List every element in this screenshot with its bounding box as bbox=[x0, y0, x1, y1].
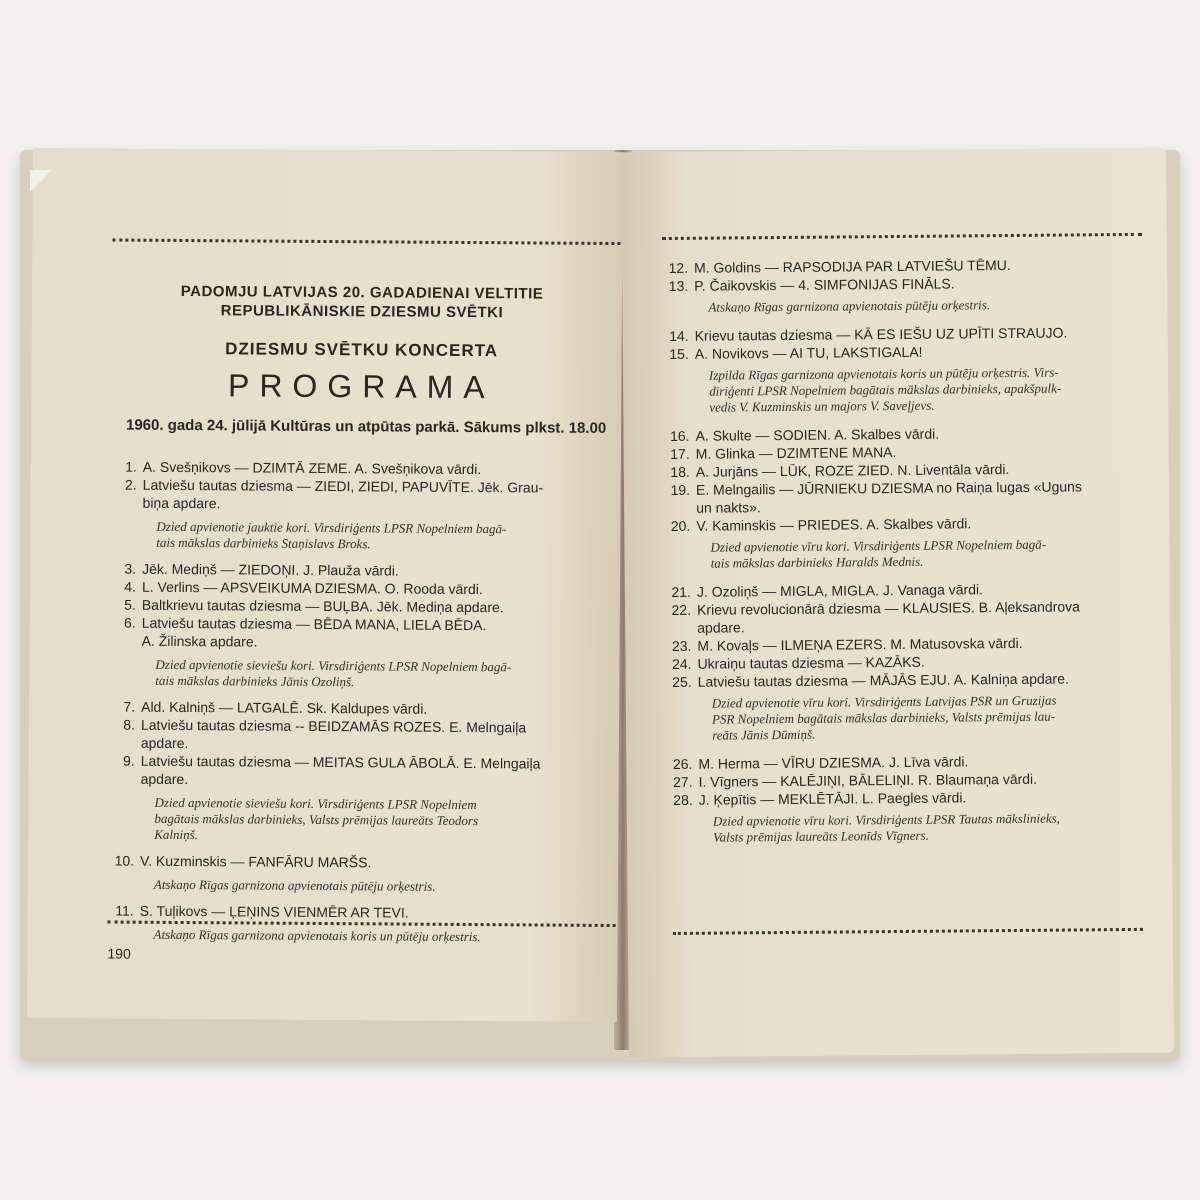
item-number: 22. bbox=[671, 601, 692, 618]
program-item bbox=[106, 560, 399, 578]
item-text: J. Ķepītis — MEKLĒTĀJI. L. Paegles vārdi. bbox=[698, 789, 967, 808]
item-number: 25. bbox=[672, 673, 692, 690]
item-text: Latviešu tautas dziesma — ZIEDI, ZIEDI, PAPUVĪTE. Jēk. Grau- bbox=[142, 476, 544, 496]
program-item bbox=[107, 458, 482, 477]
item-number: 10. bbox=[114, 852, 135, 869]
program-item bbox=[661, 598, 1080, 618]
performer-note-line: Dzied apvienotie vīru kori. Virsdiriģents LPSR Nopelniem bagā- bbox=[710, 536, 1047, 555]
performer-note-line: Dzied apvienotie vīru kori. Virsdiriģents Latvijas PSR un Gruzijas bbox=[711, 692, 1057, 711]
item-number: 12. bbox=[668, 259, 689, 276]
item-number: 20. bbox=[670, 517, 691, 534]
heading-line-2: REPUBLIKĀNISKIE DZIESMU SVĒTKI bbox=[220, 302, 504, 322]
program-item bbox=[660, 515, 971, 534]
performer-note-line: Dzied apvienotie sieviešu kori. Virsdiriģents LPSR Nopelniem bagā- bbox=[155, 656, 512, 675]
item-number: 26. bbox=[672, 755, 693, 772]
program-item bbox=[104, 902, 409, 920]
item-number: 6. bbox=[123, 614, 136, 631]
item-text: P. Čaikovskis — 4. SIMFONIJAS FINĀLS. bbox=[694, 275, 955, 294]
program-item bbox=[106, 578, 483, 597]
item-text: A. Jurjāns — LŪK, ROZE ZIED. N. Liventāla vārdi. bbox=[695, 461, 1010, 480]
program-item bbox=[662, 771, 1037, 790]
performer-note-line: bagātais mākslas darbinieks, Valsts prēmijas laureāts Teodors bbox=[154, 810, 479, 829]
performer-note-line: tais mākslas darbinieks Jānis Ozoliņš. bbox=[155, 672, 355, 690]
item-number: 14. bbox=[669, 327, 689, 344]
item-number: 1. bbox=[125, 458, 137, 475]
program-item bbox=[660, 444, 897, 462]
item-text: Krievu revolucionārā dziesma — KLAUSIES. B. Aļeksandrova bbox=[696, 598, 1080, 618]
performer-note-line: diriģenti LPSR Nopelniem bagātais mākslas darbinieks, apakšpulk- bbox=[709, 380, 1062, 399]
left-page bbox=[27, 148, 623, 1022]
program-item bbox=[105, 716, 526, 735]
item-text: A. Skulte — SODIEN. A. Skalbes vārdi. bbox=[695, 425, 940, 444]
performer-note-line: reāts Jānis Dūmiņš. bbox=[712, 726, 816, 743]
item-number: 15. bbox=[669, 345, 689, 362]
performer-note-line: Kalniņš. bbox=[154, 826, 199, 843]
item-number: 9. bbox=[123, 752, 135, 769]
item-text: M. Kovaļs — ILMEŅA EZERS. M. Matusovska vārdi. bbox=[697, 634, 1023, 654]
program-item bbox=[661, 654, 924, 672]
item-text: A. Svešņikovs — DZIMTĀ ZEME. A. Svešņikova vārdi. bbox=[142, 458, 482, 478]
performer-note-line: Atskaņo Rīgas garnizona apvienotais pūtēju orķestris. bbox=[153, 876, 436, 894]
page-number: 190 bbox=[107, 945, 131, 962]
item-continuation: apdare. bbox=[140, 734, 189, 752]
program-item bbox=[662, 671, 1069, 691]
performer-note-line: Izpilda Rīgas garnizona apvienotais koris un pūtēju orķestris. Virs- bbox=[708, 364, 1059, 383]
item-number: 18. bbox=[670, 463, 690, 480]
performer-note-line: Dzied apvienotie sieviešu kori. Virsdiriģents LPSR Nopelniem bbox=[154, 794, 477, 813]
item-number: 23. bbox=[671, 637, 692, 654]
item-continuation: apdare. bbox=[140, 770, 189, 788]
program-item bbox=[659, 344, 923, 362]
item-number: 16. bbox=[669, 427, 690, 444]
performer-note-line: Atskaņo Rīgas garnizona apvienotais koris un pūtēju orķestris. bbox=[153, 926, 481, 945]
concert-dateline: 1960. gada 24. jūlijā Kultūras un atpūtas parkā. Sākums plkst. 18.00 bbox=[125, 416, 607, 437]
item-text: V. Kaminskis — PRIEDES. A. Skalbes vārdi. bbox=[696, 515, 972, 534]
program-item bbox=[105, 698, 427, 716]
item-text: I. Vīgners — KALĒJIŅI, BĀLELIŅI. R. Blaumaņa vārdi. bbox=[698, 770, 1038, 790]
bottom-dotted-rule bbox=[673, 928, 1143, 935]
program-item bbox=[662, 753, 968, 772]
program-item bbox=[658, 257, 1011, 276]
program-item bbox=[104, 852, 371, 870]
item-text: A. Novikovs — AI TU, LAKSTIGALA! bbox=[694, 343, 923, 362]
item-text: Ald. Kalniņš — LATGALĒ. Sk. Kaldupes vārdi. bbox=[141, 698, 428, 717]
item-number: 7. bbox=[123, 698, 136, 715]
item-text: M. Herma — VĪRU DZIESMA. J. Līva vārdi. bbox=[698, 753, 969, 772]
program-item bbox=[659, 325, 1068, 345]
item-text: Latviešu tautas dziesma -- BEIDZAMĀS ROZES. E. Melngaiļa bbox=[140, 716, 527, 736]
performer-note-line: Dzied apvienotie vīru kori. Virsdiriģents LPSR Tautas mākslinieks, bbox=[712, 810, 1060, 829]
item-text: J. Ozoliņš — MIGLA, MIGLA. J. Vanaga vārdi. bbox=[696, 581, 984, 600]
item-number: 4. bbox=[124, 578, 137, 595]
item-text: L. Verlins — APSVEIKUMA DZIESMA. O. Rooda vārdi. bbox=[141, 578, 483, 598]
performer-note-line: PSR Nopelniem bagātais mākslas darbinieks, Valsts prēmijas lau- bbox=[711, 708, 1056, 727]
program-item bbox=[660, 478, 1082, 498]
item-text: Latviešu tautas dziesma — BĒDA MANA, LIELA BĒDA. bbox=[141, 614, 487, 634]
item-number: 21. bbox=[671, 583, 691, 600]
item-number: 27. bbox=[673, 773, 693, 790]
event-heading bbox=[112, 282, 612, 323]
item-number: 2. bbox=[124, 476, 137, 493]
top-dotted-rule bbox=[112, 239, 620, 246]
item-number: 13. bbox=[668, 277, 689, 294]
program-item bbox=[106, 596, 504, 615]
program-item bbox=[658, 275, 955, 294]
item-text: M. Goldins — RAPSODIJA PAR LATVIEŠU TĒMU. bbox=[694, 256, 1011, 276]
program-item bbox=[107, 476, 544, 495]
program-item bbox=[105, 752, 541, 771]
item-text: Latviešu tautas dziesma — MEITAS GULA ĀBOLĀ. E. Melngaiļa bbox=[140, 752, 541, 772]
program-title: PROGRAMA bbox=[227, 367, 495, 406]
item-text: Baltkrievu tautas dziesma — BUĻBA. Jēk. Mediņa apdare. bbox=[141, 596, 504, 616]
item-continuation: A. Žilinska apdare. bbox=[141, 632, 258, 650]
item-text: E. Melngailis — JŪRNIEKU DZIESMA no Raiņa lugas «Uguns bbox=[695, 478, 1083, 498]
performer-note-line: Dzied apvienotie jauktie kori. Virsdiriģents LPSR Nopelniem bagā- bbox=[156, 518, 507, 537]
item-text: Krievu tautas dziesma — KĀ ES IEŠU UZ UPĪTI STRAUJO. bbox=[694, 324, 1068, 344]
program-item bbox=[660, 461, 1010, 480]
item-number: 5. bbox=[124, 596, 136, 613]
item-text: S. Tuļikovs — ĻEŅINS VIENMĒR AR TEVI. bbox=[139, 902, 409, 921]
program-item bbox=[661, 581, 983, 600]
performer-note-line: vedis V. Kuzminskis un majors V. Saveļjevs. bbox=[709, 397, 935, 415]
item-text: V. Kuzminskis — FANFĀRU MARŠS. bbox=[140, 852, 372, 871]
item-number: 19. bbox=[670, 481, 691, 498]
item-number: 17. bbox=[670, 445, 690, 462]
item-text: M. Glinka — DZIMTENE MANA. bbox=[695, 444, 897, 462]
item-continuation: un nakts». bbox=[696, 499, 761, 516]
item-number: 28. bbox=[673, 791, 693, 808]
performer-note-line: tais mākslas darbinieks Staņislavs Broks. bbox=[156, 534, 371, 552]
performer-note-line: Valsts prēmijas laureāts Leonīds Vīgners. bbox=[712, 827, 929, 845]
program-item bbox=[106, 614, 487, 633]
item-text: Jēk. Mediņš — ZIEDOŅI. J. Plauža vārdi. bbox=[142, 560, 399, 579]
top-dotted-rule bbox=[662, 233, 1142, 240]
item-number: 8. bbox=[123, 716, 136, 733]
item-text: Latviešu tautas dziesma — MĀJĀS EJU. A. Kalniņa apdare. bbox=[697, 670, 1069, 690]
right-page bbox=[621, 148, 1174, 1058]
item-continuation: apdare. bbox=[697, 619, 745, 636]
item-text: Ukraiņu tautas dziesma — KAZĀKS. bbox=[697, 653, 925, 672]
item-continuation: biņa apdare. bbox=[142, 494, 221, 512]
program-item bbox=[663, 789, 967, 808]
performer-note-line: Atskaņo Rīgas garnizona apvienotais pūtēju orķestris. bbox=[708, 297, 991, 315]
heading-line-1: PADOMJU LATVIJAS 20. GADADIENAI VELTITIE bbox=[180, 282, 544, 303]
item-number: 24. bbox=[671, 655, 692, 672]
performer-note-line: tais mākslas darbinieks Haralds Mednis. bbox=[710, 553, 924, 571]
item-number: 3. bbox=[124, 560, 137, 577]
page-corner-fold bbox=[30, 170, 52, 192]
program-item bbox=[661, 635, 1022, 654]
program-item bbox=[659, 426, 939, 444]
item-number: 11. bbox=[115, 902, 134, 919]
concert-subtitle: DZIESMU SVĒTKU KONCERTA bbox=[225, 339, 499, 361]
